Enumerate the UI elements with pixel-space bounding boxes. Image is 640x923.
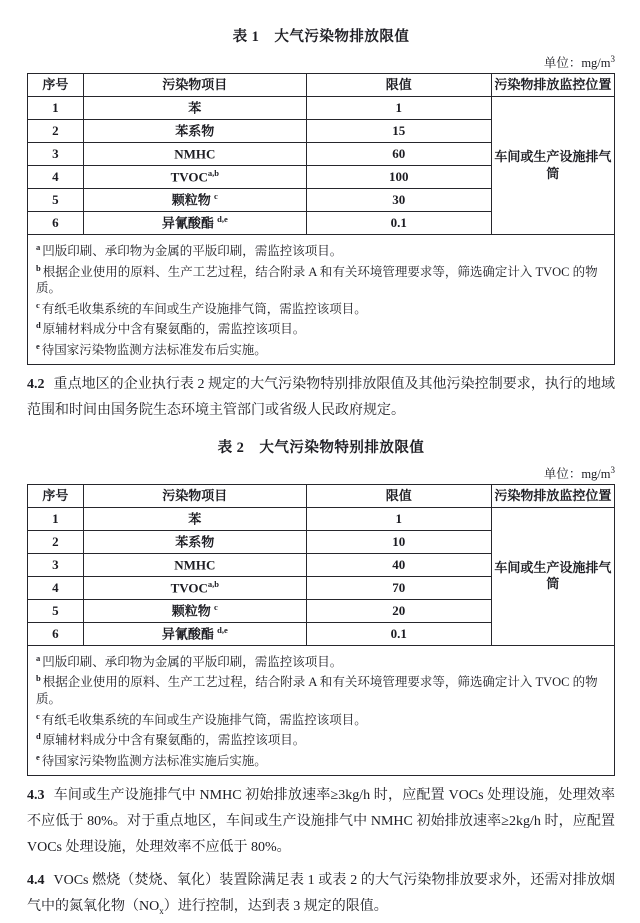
footnote-marker: c (36, 710, 40, 721)
pollutant-name: 异氰酸酯 (161, 215, 218, 231)
footnote (36, 650, 606, 671)
row-no: 5 (28, 189, 84, 212)
table2-special-emission-limits (27, 484, 615, 776)
footnote-text: 有纸毛收集系统的车间或生产设施排气筒，需监控该项目。 (41, 301, 367, 316)
footnote-text: 原辅材料成分中含有聚氨酯的，需监控该项目。 (42, 322, 306, 337)
row-pollutant (83, 507, 306, 530)
footnote-text: 原辅材料成分中含有聚氨酯的，需监控该项目。 (42, 733, 306, 748)
footnote (36, 338, 606, 359)
pollutant-name: NMHC (174, 557, 216, 573)
table2-header-no: 序号 (28, 484, 84, 507)
pollutant-footnote-marker: a,b (207, 168, 219, 179)
unit-text: 单位：mg/m (543, 56, 611, 70)
row-no: 6 (28, 212, 84, 235)
row-pollutant (83, 599, 306, 622)
pollutant-name: TVOC (170, 580, 208, 596)
unit-text: 单位：mg/m (543, 466, 611, 481)
footnote (36, 749, 606, 770)
table1-caption: 表 1 大气污染物排放限值 (232, 29, 410, 45)
table1-header-no: 序号 (28, 74, 84, 97)
row-pollutant (83, 143, 306, 166)
row-limit: 40 (306, 553, 491, 576)
footnote-text: 根据企业使用的原料、生产工艺过程，结合附录 A 和有关环境管理要求等，筛选确定计入 TVOC 的物质。 (36, 675, 598, 707)
pollutant-name: 苯系物 (175, 534, 215, 550)
footnote (36, 708, 606, 729)
table-row (28, 507, 615, 530)
unit-superscript: 3 (610, 53, 615, 64)
footnote-text: 凹版印刷、承印物为金属的平版印刷，需监控该项目。 (42, 244, 343, 259)
table1-unit-line (27, 53, 615, 71)
paragraph-text: VOCs 燃烧（焚烧、氧化）装置除满足表 1 或表 2 的大气污染物排放要求外，还需对排放烟气中的氮氧化物（NO (27, 872, 615, 914)
table1-header-limit: 限值 (306, 74, 491, 97)
footnote (36, 260, 606, 297)
footnote-text: 待国家污染物监测方法标准发布后实施。 (41, 343, 267, 358)
row-pollutant (83, 166, 306, 189)
row-limit: 100 (306, 166, 491, 189)
pollutant-name: TVOC (170, 169, 208, 185)
pollutant-name: NMHC (174, 146, 216, 162)
row-pollutant (83, 622, 306, 645)
unit-superscript: 3 (610, 464, 615, 475)
row-no: 1 (28, 97, 84, 120)
row-limit: 10 (306, 530, 491, 553)
row-no: 5 (28, 599, 84, 622)
table1-footnotes-row (28, 235, 615, 365)
row-limit: 30 (306, 189, 491, 212)
pollutant-footnote-marker: d,e (217, 214, 228, 225)
table2-header-monitor: 污染物排放监控位置 (491, 484, 614, 507)
section-number: 4.2 (27, 376, 45, 392)
footnote-marker: b (36, 673, 41, 684)
paragraph-4-4 (27, 868, 615, 923)
pollutant-footnote-marker: d,e (217, 624, 228, 635)
row-pollutant (83, 553, 306, 576)
row-limit: 0.1 (306, 212, 491, 235)
nox-subscript: x (159, 905, 164, 916)
pollutant-footnote-marker: c (214, 191, 218, 202)
row-no: 3 (28, 553, 84, 576)
footnote (36, 670, 606, 707)
monitor-location-cell: 车间或生产设施排气筒 (491, 507, 614, 645)
row-limit: 60 (306, 143, 491, 166)
row-pollutant (83, 576, 306, 599)
footnote-marker: b (36, 262, 41, 273)
footnote-marker: a (36, 652, 41, 663)
footnote-marker: e (36, 341, 40, 352)
row-limit: 70 (306, 576, 491, 599)
row-no: 4 (28, 576, 84, 599)
row-limit: 0.1 (306, 622, 491, 645)
footnote (36, 317, 606, 338)
section-number: 4.4 (27, 872, 45, 888)
table2-header-limit: 限值 (306, 484, 491, 507)
table2-header-pollutant: 污染物项目 (83, 484, 306, 507)
pollutant-footnote-marker: c (214, 601, 218, 612)
pollutant-name: 苯 (188, 100, 202, 116)
paragraph-4-3 (27, 783, 615, 861)
footnote (36, 728, 606, 749)
paragraph-text: 车间或生产设施排气中 NMHC 初始排放速率≥3kg/h 时，应配置 VOCs 处理设施，处理效率不应低于 80%。对于重点地区，车间或生产设施排气中 NMHC 初始排放速率≥2kg/h 时，应配置 VOCs 处理设施，处理效率不应低于 80%。 (27, 787, 615, 855)
row-no: 4 (28, 166, 84, 189)
footnote-marker: d (36, 731, 41, 742)
footnote-marker: a (36, 242, 41, 252)
footnote-text: 待国家污染物监测方法标准实施后实施。 (41, 754, 267, 769)
row-limit: 1 (306, 507, 491, 530)
footnote-marker: c (36, 299, 40, 310)
table2-caption: 表 2 大气污染物特别排放限值 (217, 439, 425, 456)
monitor-location-cell: 车间或生产设施排气筒 (491, 97, 614, 235)
table1-emission-limits (27, 73, 615, 365)
pollutant-name: 苯 (188, 511, 202, 527)
row-pollutant (83, 212, 306, 235)
table1-header-pollutant: 污染物项目 (83, 74, 306, 97)
pollutant-footnote-marker: a,b (207, 578, 219, 589)
footnote-marker: d (36, 320, 41, 331)
table1-header-monitor: 污染物排放监控位置 (491, 74, 614, 97)
paragraph-text: 重点地区的企业执行表 2 规定的大气污染物特别排放限值及其他污染控制要求，执行的地域范围和时间由国务院生态环境主管部门或省级人民政府规定。 (27, 376, 615, 418)
paragraph-text: ）进行控制，达到表 3 规定的限值。 (163, 898, 388, 914)
row-pollutant (83, 530, 306, 553)
table1-footnotes-cell (28, 235, 615, 365)
footnote-text: 凹版印刷、承印物为金属的平版印刷，需监控该项目。 (42, 654, 343, 669)
row-no: 1 (28, 507, 84, 530)
row-no: 2 (28, 120, 84, 143)
footnote (36, 239, 606, 260)
row-limit: 20 (306, 599, 491, 622)
table2-footnotes-row (28, 645, 615, 775)
row-no: 2 (28, 530, 84, 553)
pollutant-name: 颗粒物 (171, 603, 215, 619)
row-limit: 1 (306, 97, 491, 120)
table2-header-row (28, 484, 615, 507)
pollutant-name: 苯系物 (175, 123, 215, 139)
table2-footnotes-cell (28, 645, 615, 775)
footnote-marker: e (36, 751, 40, 762)
row-pollutant (83, 97, 306, 120)
footnote-text: 根据企业使用的原料、生产工艺过程，结合附录 A 和有关环境管理要求等，筛选确定计入 TVOC 的物质。 (36, 264, 598, 296)
row-pollutant (83, 120, 306, 143)
section-number: 4.3 (27, 787, 45, 803)
table2-unit-line (27, 464, 615, 482)
footnote-text: 有纸毛收集系统的车间或生产设施排气筒，需监控该项目。 (41, 712, 367, 727)
row-no: 6 (28, 622, 84, 645)
table-row (28, 97, 615, 120)
row-limit: 15 (306, 120, 491, 143)
pollutant-name: 异氰酸酯 (161, 626, 218, 642)
paragraph-4-2 (27, 372, 615, 424)
table1-header-row (28, 74, 615, 97)
row-no: 3 (28, 143, 84, 166)
pollutant-name: 颗粒物 (171, 192, 215, 208)
row-pollutant (83, 189, 306, 212)
footnote (36, 297, 606, 318)
